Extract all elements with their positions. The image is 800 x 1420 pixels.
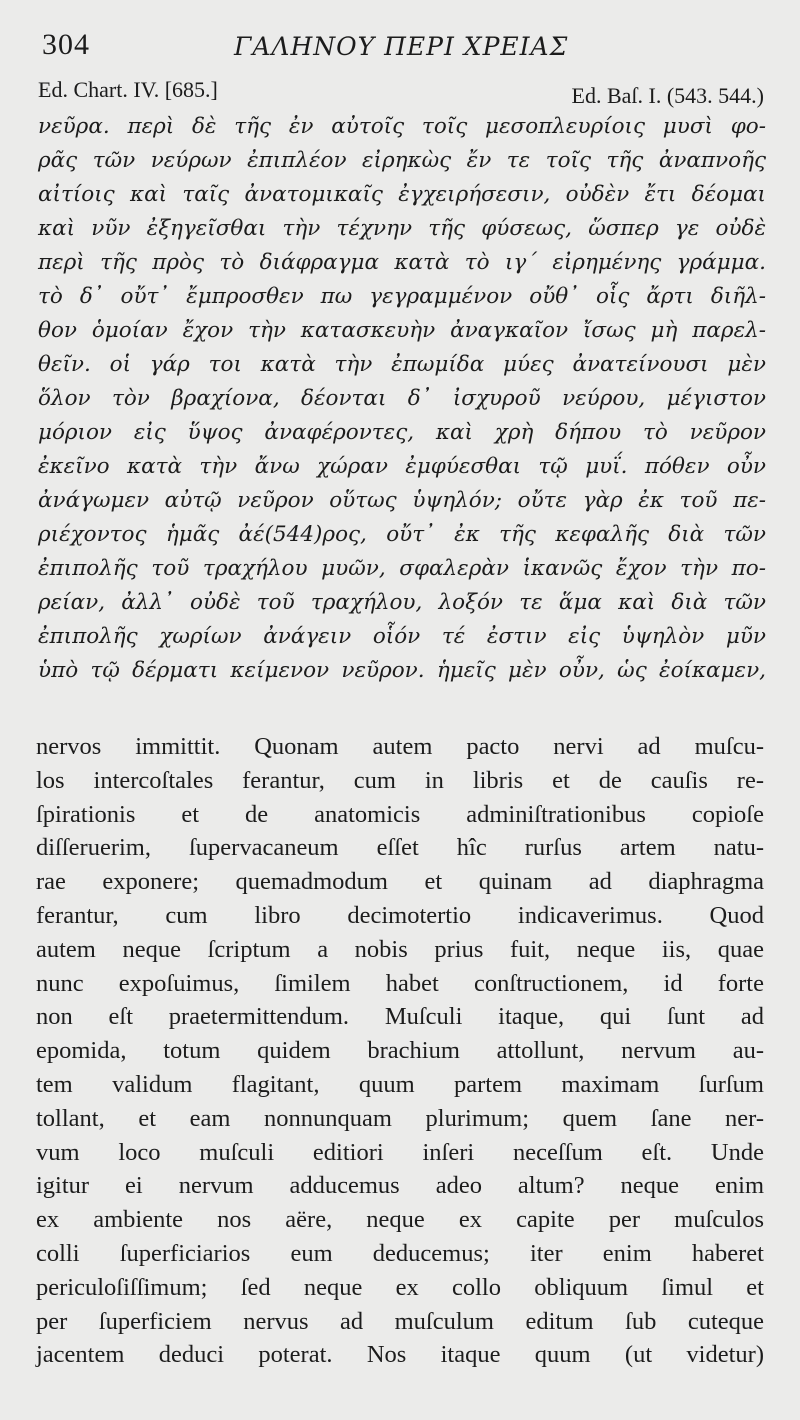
latin-text-line: diſſeruerim, ſupervacaneum eſſet hîc rurſus artem natu-: [36, 834, 764, 862]
greek-text-line: περὶ τῆς πρὸς τὸ διάφραγμα κατὰ τὸ ιγ΄ εἰρημένης γράμμα.: [38, 250, 766, 275]
latin-text-line: ſpirationis et de anatomicis adminiſtrationibus copioſe: [36, 800, 764, 828]
greek-text-line: καὶ νῦν ἐξηγεῖσθαι τὴν τέχνην τῆς φύσεως, ὥσπερ γε οὐδὲ: [38, 216, 766, 241]
greek-text-line: ἀνάγωμεν αὐτῷ νεῦρον οὕτως ὑψηλόν; οὔτε γὰρ ἐκ τοῦ πε-: [38, 488, 766, 513]
greek-text-line: μόριον εἰς ὕψος ἀναφέροντες, καὶ χρὴ δήπου τὸ νεῦρον: [38, 420, 766, 445]
latin-text-line: ex ambiente nos aëre, neque ex capite per muſculos: [36, 1206, 764, 1234]
latin-text-line: colli ſuperficiarios eum deducemus; iter enim haberet: [36, 1239, 764, 1267]
greek-text-line: ρᾶς τῶν νεύρων ἐπιπλέον εἰρηκὼς ἔν τε τοῖς τῆς ἀναπνοῆς: [38, 148, 766, 173]
latin-text-line: los intercoſtales ferantur, cum in libris et de cauſis re-: [36, 766, 764, 794]
latin-text-line: ferantur, cum libro decimotertio indicaverimus. Quod: [36, 901, 764, 929]
greek-text-line: θεῖν. οἱ γάρ τοι κατὰ τὴν ἐπωμίδα μύες ἀνατείνουσι μὲν: [38, 352, 766, 377]
greek-text-line: ριέχοντος ἡμᾶς ἀέ(544)ρος, οὔτ᾽ ἐκ τῆς κεφαλῆς διὰ τῶν: [38, 522, 766, 547]
latin-text-line: igitur ei nervum adducemus adeo altum? neque enim: [36, 1172, 764, 1200]
edition-references: [38, 77, 764, 108]
page-number: 304: [42, 28, 90, 61]
latin-text-line: vum loco muſculi editiori inſeri neceſſum eſt. Unde: [36, 1138, 764, 1166]
greek-text-line: νεῦρα. περὶ δὲ τῆς ἐν αὐτοῖς τοῖς μεσοπλευρίοις μυσὶ φο-: [38, 114, 766, 139]
running-title: ΓΑΛΗΝΟΥ ΠΕΡΙ ΧΡΕΙΑΣ: [234, 32, 569, 61]
greek-text-block: [38, 110, 766, 688]
page-header: [34, 28, 766, 68]
greek-text-line: τὸ δ᾽ οὔτ᾽ ἔμπροσθεν πω γεγραμμένον οὔθ᾽ οἷς ἄρτι διῆλ-: [38, 284, 766, 309]
greek-text-line: ἐπιπολῆς τοῦ τραχήλου μυῶν, σφαλερὰν ἱκανῶς ἔχον τὴν πο-: [38, 556, 766, 581]
latin-text-line: jacentem deduci poterat. Nos itaque quum (ut videtur): [36, 1341, 764, 1369]
greek-text-line: θον ὁμοίαν ἔχον τὴν κατασκευὴν ἀναγκαῖον ἴσως μὴ παρελ-: [38, 318, 766, 343]
greek-text-line: ἐκεῖνο κατὰ τὴν ἄνω χώραν ἐμφύεσθαι τῷ μυΐ. πόθεν οὖν: [38, 454, 766, 479]
edition-chartier-reference: Ed. Chart. IV. [685.]: [38, 77, 218, 102]
latin-text-line: autem neque ſcriptum a nobis prius fuit, neque iis, quae: [36, 935, 764, 963]
latin-text-line: periculoſiſſimum; ſed neque ex collo obliquum ſimul et: [36, 1273, 764, 1301]
greek-text-line: ἐπιπολῆς χωρίων ἀνάγειν οἷόν τέ ἐστιν εἰς ὑψηλὸν μῦν: [38, 624, 766, 649]
greek-text-line: ὅλον τὸν βραχίονα, δέονται δ᾽ ἰσχυροῦ νεύρου, μέγιστον: [38, 386, 766, 411]
latin-text-line: rae exponere; quemadmodum et quinam ad diaphragma: [36, 868, 764, 896]
latin-text-line: tollant, et eam nonnunquam plurimum; quem ſane ner-: [36, 1104, 764, 1132]
latin-text-line: tem validum flagitant, quum partem maximam ſurſum: [36, 1070, 764, 1098]
greek-text-line: ρείαν, ἀλλ᾽ οὐδὲ τοῦ τραχήλου, λοξόν τε ἅμα καὶ διὰ τῶν: [38, 590, 766, 615]
edition-basel-reference: Ed. Baſ. I. (543. 544.): [571, 83, 764, 108]
greek-text-line: ὑπὸ τῷ δέρματι κείμενον νεῦρον. ἡμεῖς μὲν οὖν, ὡς ἐοίκαμεν,: [38, 658, 766, 683]
latin-text-line: epomida, totum quidem brachium attollunt, nervum au-: [36, 1037, 764, 1065]
latin-text-line: nunc expoſuimus, ſimilem habet conſtructionem, id forte: [36, 969, 764, 997]
greek-text-line: αἰτίοις καὶ ταῖς ἀνατομικαῖς ἐγχειρήσεσιν, οὐδὲν ἔτι δέομαι: [38, 182, 766, 207]
latin-text-block: [36, 730, 764, 1372]
latin-text-line: per ſuperficiem nervus ad muſculum editum ſub cuteque: [36, 1307, 764, 1335]
latin-text-line: nervos immittit. Quonam autem pacto nervi ad muſcu-: [36, 733, 764, 760]
latin-text-line: non eſt praetermittendum. Muſculi itaque, qui ſunt ad: [36, 1003, 764, 1031]
